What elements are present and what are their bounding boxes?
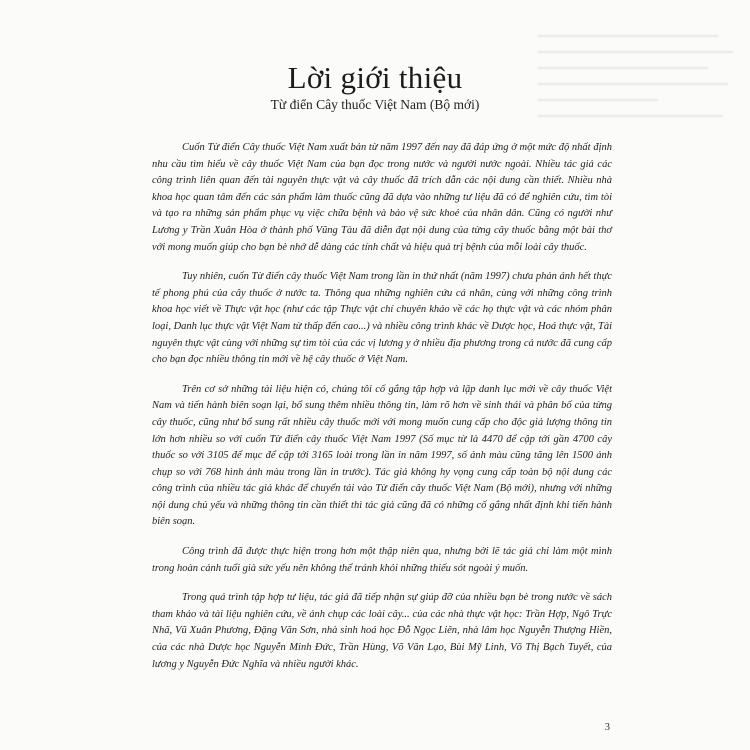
body-text: [152, 140, 612, 686]
paragraph: Cuốn Từ điển Cây thuốc Việt Nam xuất bản từ năm 1997 đến nay đã đáp ứng ở một mức độ nhất định nhu cầu tìm hiểu về cây thuốc Việt Nam của bạn đọc trong nước và người nước ngoài. Nhiều tác giả các công trình liên quan đến tài nguyên thực vật và cây thuốc đã trích dẫn các nội dung cần thiết. Nhiều nhà khoa học quan tâm đến các sản phẩm làm thuốc cũng đã dựa vào những tư liệu đã có để nghiên cứu, tìm tòi và tạo ra những sản phẩm phục vụ việc chữa bệnh và bảo vệ sức khoẻ của nhân dân. Cũng có người như Lương y Trần Xuân Hòa ở thành phố Vũng Tàu đã diễn đạt nội dung của từng cây thuốc bằng một bài thơ với mong muốn giúp cho bạn bè nhớ dễ dàng các tính chất và hiệu quả trị bệnh của mỗi loài cây thuốc.: [152, 142, 612, 253]
paragraph: Công trình đã được thực hiện trong hơn một thập niên qua, nhưng bởi lẽ tác giả chỉ làm một mình trong hoàn cảnh tuổi già sức yếu nên không thể tránh khỏi những thiếu sót ngoài ý muốn.: [152, 546, 612, 574]
page-title: Lời giới thiệu: [287, 60, 463, 95]
page-number: 3: [604, 722, 610, 733]
paragraph: Tuy nhiên, cuốn Từ điển cây thuốc Việt Nam trong lần in thứ nhất (năm 1997) chưa phản ánh hết thực tế phong phú của cây thuốc ở nước ta. Thông qua những nghiên cứu cá nhân, cùng với những công trình khoa học viết về Thực vật học (như các tập Thực vật chí chuyên khảo về các họ thực vật và các nhóm phân loại, Danh lục thực vật Việt Nam từ thấp đến cao...) và nhiều công trình khác về Dược học, Hoá thực vật, Tài nguyên thực vật cùng với những sự tìm tòi của các vị lương y ở nhiều địa phương trong cả nước đã cung cấp cho bạn đọc nhiều thông tin mới về hệ cây thuốc ở Việt Nam.: [152, 271, 612, 366]
paragraph: Trên cơ sở những tài liệu hiện có, chúng tôi cố gắng tập hợp và lập danh lục mới về cây thuốc Việt Nam và tiến hành biên soạn lại, bổ sung thêm nhiều thông tin, làm rõ hơn về sinh thái và phân bố của từng cây thuốc, cũng như bổ sung rất nhiều cây thuốc mới với mong muốn cung cấp cho độc giả lượng thông tin lớn hơn nhiều so với cuốn Từ điển cây thuốc Việt Nam 1997 (Số mục từ là 4470 để cập tới gần 4700 cây thuốc so với 3105 để mục để cập tới 3165 loài trong lần in năm 1997, số ảnh màu cũng tăng lên 1500 ảnh chụp so với 768 hình ảnh màu trong lần in trước). Tác giả không hy vọng cung cấp toàn bộ nội dung các công trình của nhiều tác giả khác để chuyển tải vào Từ điển cây thuốc Việt Nam (Bộ mới), nhưng với những nội dung chủ yếu và những thông tin cần thiết thì tác giả cũng đã có những cố gắng nhất định khi tiến hành biên soạn.: [152, 383, 612, 528]
page-subtitle: Từ điển Cây thuốc Việt Nam (Bộ mới): [270, 97, 480, 112]
paragraph: Trong quá trình tập hợp tư liệu, tác giả đã tiếp nhận sự giúp đỡ của nhiều bạn bè trong nước về sách tham khảo và tài liệu nghiên cứu, về ảnh chụp các loài cây... của các nhà thực vật học: Trần Hợp, Ngô Trực Nhã, Vũ Xuân Phương, Đặng Văn Sơn, nhà sinh hoá học Đỗ Ngọc Liên, nhà lâm học Nguyễn Thượng Hiền, của các nhà Dược học Nguyễn Minh Đức, Trần Hùng, Võ Văn Lạo, Bùi Mỹ Linh, Võ Thị Bạch Tuyết, của lương y Nguyễn Đức Nghĩa và nhiều người khác.: [152, 592, 612, 670]
